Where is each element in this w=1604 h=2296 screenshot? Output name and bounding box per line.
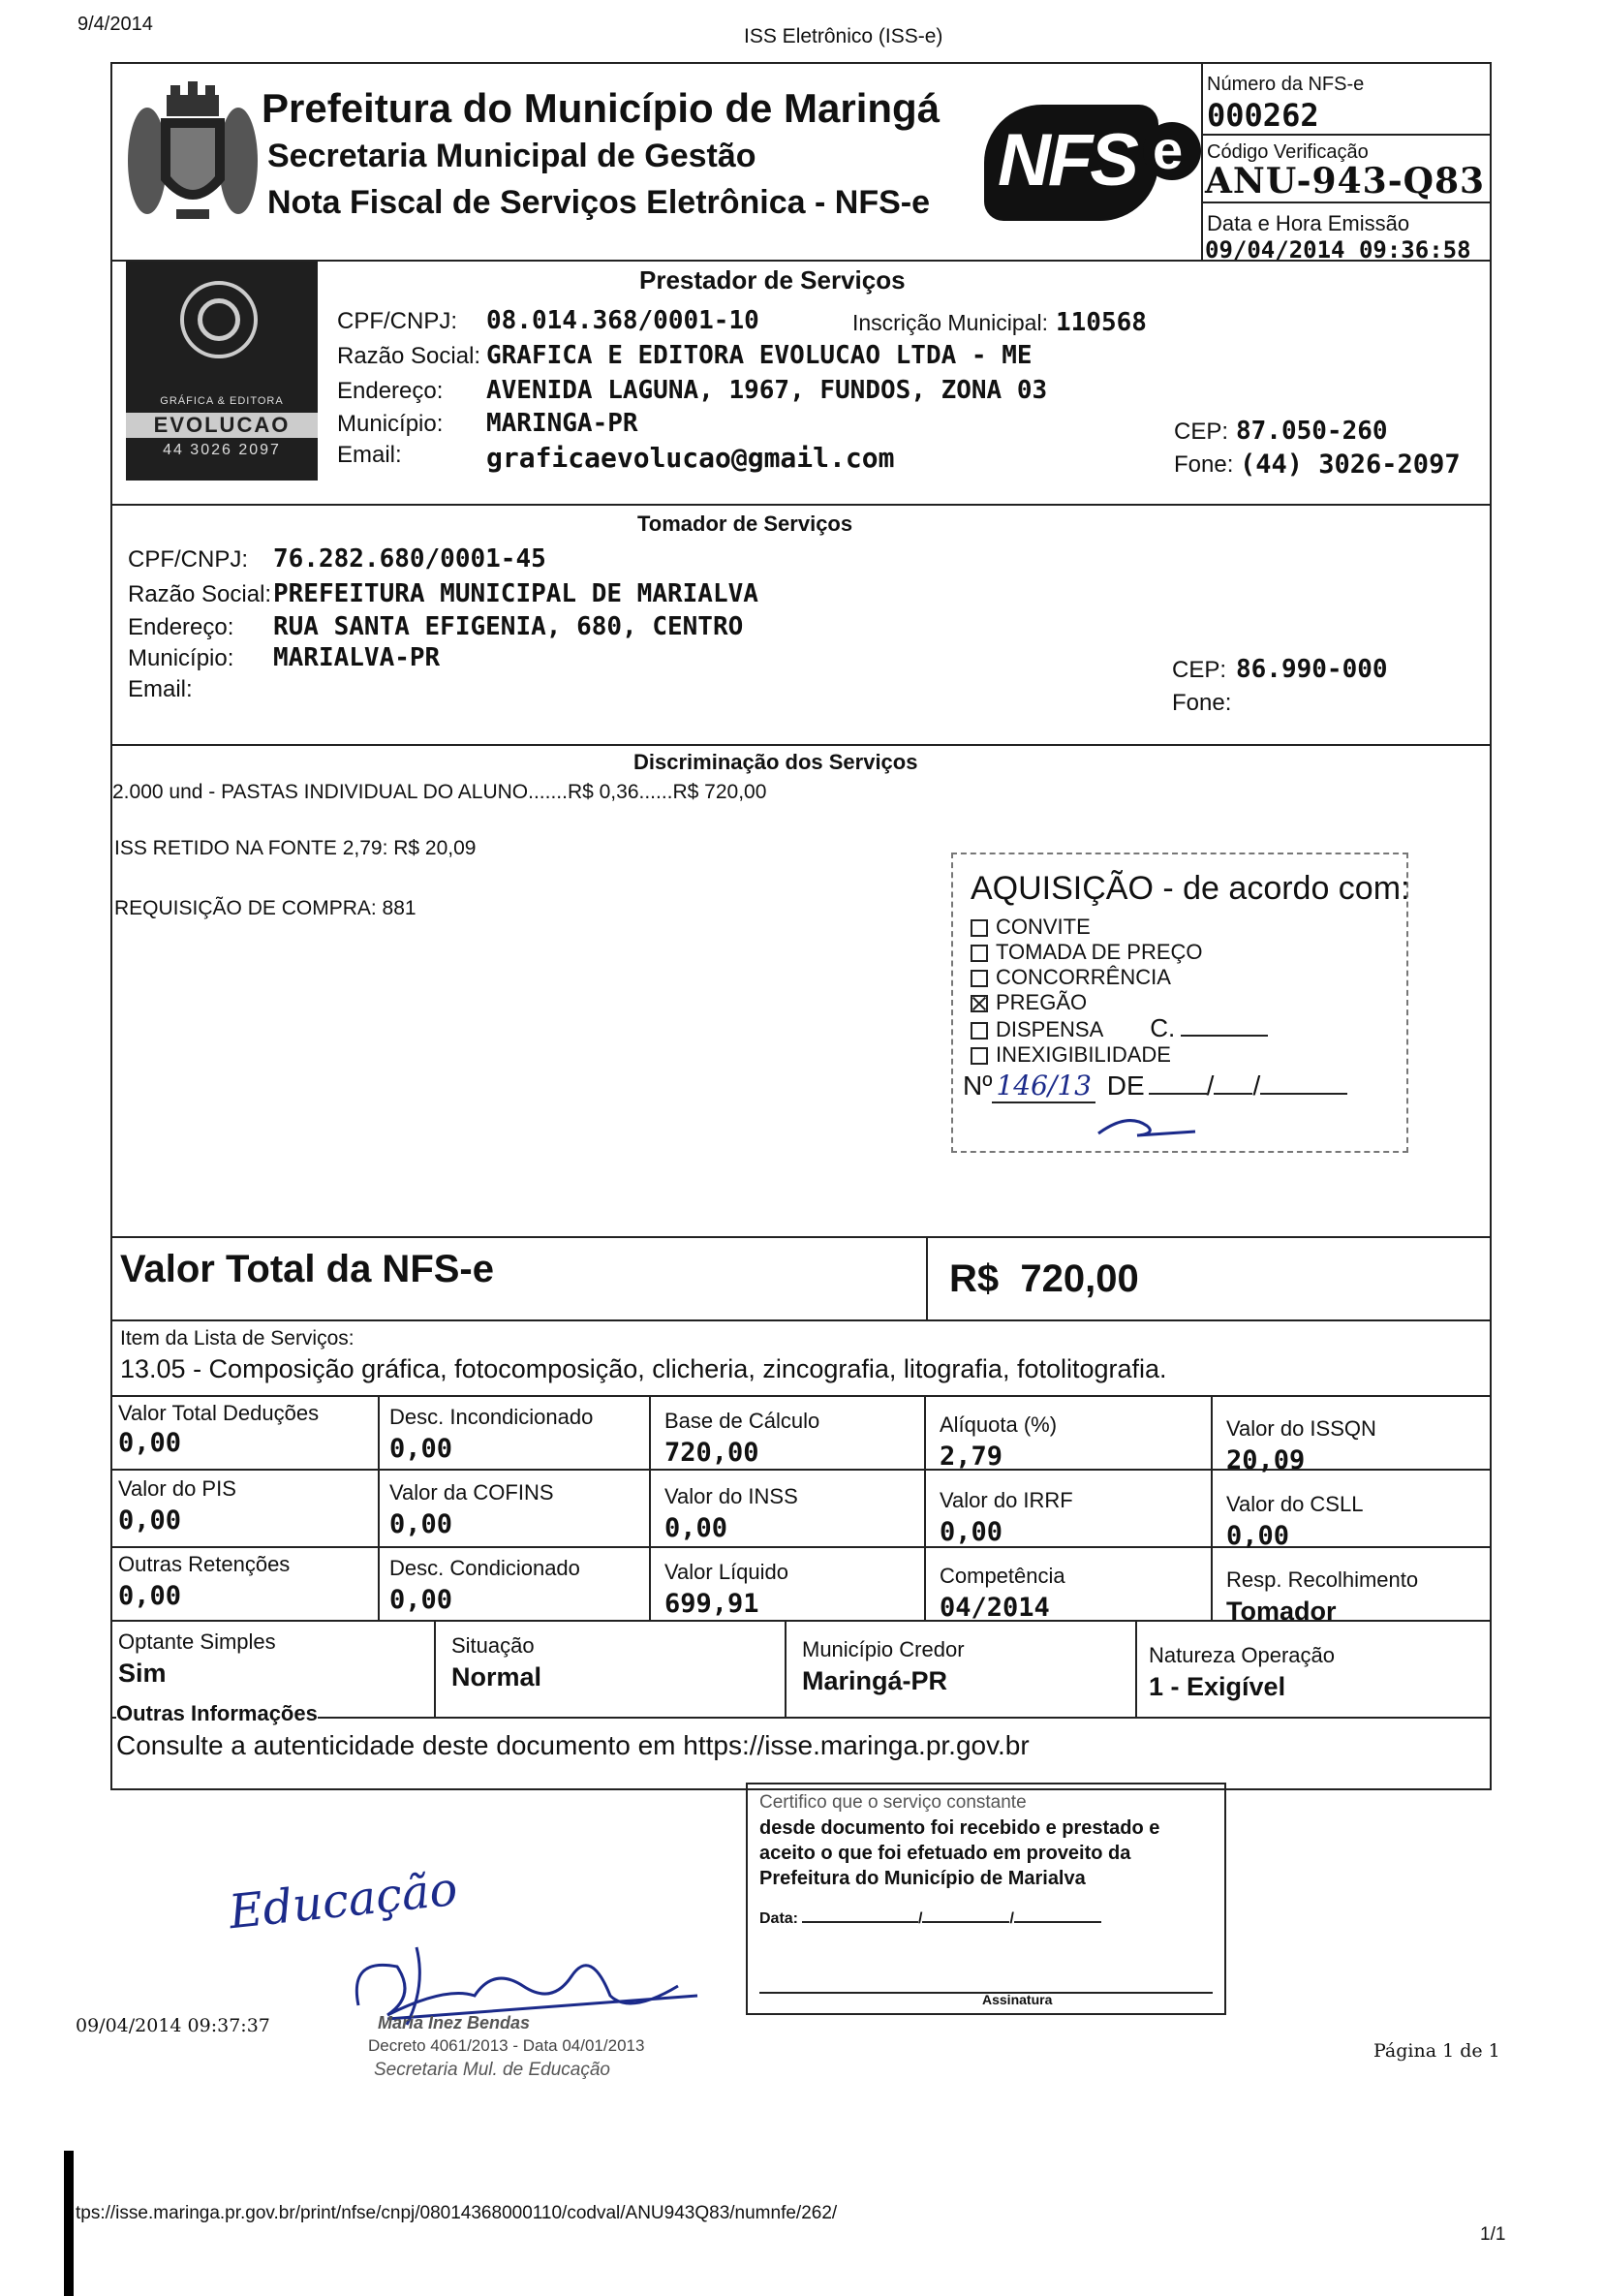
customer-phone-label: Fone: <box>1172 690 1232 716</box>
issqn-label: Valor do ISSQN <box>1226 1416 1376 1441</box>
provider-cep-value: 87.050-260 <box>1236 417 1388 446</box>
deductions-label: Valor Total Deduções <box>118 1401 320 1425</box>
calc-base-value: 720,00 <box>664 1438 759 1468</box>
calc-base-label: Base de Cálculo <box>664 1409 820 1433</box>
cofins-label: Valor da COFINS <box>389 1480 554 1505</box>
conditional-discount-value: 0,00 <box>389 1585 453 1615</box>
provider-phone-value: (44) 3026-2097 <box>1240 450 1461 480</box>
certification-stamp <box>746 1783 1226 2015</box>
competence-value: 04/2014 <box>940 1593 1050 1623</box>
stamp-item-dispensa: DISPENSA C. <box>971 1015 1268 1042</box>
inss-label: Valor do INSS <box>664 1484 798 1508</box>
service-item-value: 13.05 - Composição gráfica, fotocomposição, clicheria, zincografia, litografia, fotolitografia. <box>120 1354 1167 1383</box>
provider-phone-label: Fone: <box>1174 451 1234 478</box>
rate-label: Alíquota (%) <box>940 1412 1058 1437</box>
checked-box-icon <box>971 995 988 1012</box>
footer-timestamp: 09/04/2014 09:37:37 <box>76 2015 270 2036</box>
stamp-number-value: 146/13 <box>992 1070 1095 1103</box>
customer-cpf-label: CPF/CNPJ: <box>128 546 249 573</box>
collection-responsible-value: Tomador <box>1226 1597 1337 1626</box>
cert-line-1: Certifico que o serviço constante <box>759 1792 1027 1813</box>
services-line-3: REQUISIÇÃO DE COMPRA: 881 <box>114 897 416 919</box>
net-value-label: Valor Líquido <box>664 1560 789 1584</box>
irrf-value: 0,00 <box>940 1517 1003 1547</box>
inss-value: 0,00 <box>664 1513 728 1543</box>
stamp-item-concorrencia: CONCORRÊNCIA <box>971 965 1268 990</box>
pis-value: 0,00 <box>118 1505 182 1536</box>
customer-razao-label: Razão Social: <box>128 581 272 607</box>
nfse-number-value: 000262 <box>1207 97 1319 134</box>
provider-cpf-value: 08.014.368/0001-10 <box>486 306 759 335</box>
operation-nature-value: 1 - Exigível <box>1149 1672 1286 1701</box>
stamp-initials-signature <box>1089 1108 1205 1143</box>
footer-page-count: 1/1 <box>1480 2224 1506 2245</box>
provider-address-value: AVENIDA LAGUNA, 1967, FUNDOS, ZONA 03 <box>486 376 1048 405</box>
signature-stamp-name: Maria Inez Bendas <box>378 2013 531 2032</box>
nfse-logo <box>984 105 1203 221</box>
situation-label: Situação <box>451 1633 535 1658</box>
provider-logo <box>126 262 318 481</box>
provider-im-label: Inscrição Municipal: <box>852 310 1048 335</box>
rate-value: 2,79 <box>940 1442 1003 1472</box>
provider-section-title: Prestador de Serviços <box>639 265 906 295</box>
csll-label: Valor do CSLL <box>1226 1492 1364 1516</box>
secretariat-title: Secretaria Municipal de Gestão <box>267 138 756 174</box>
customer-email-label: Email: <box>128 676 193 702</box>
issue-datetime-label: Data e Hora Emissão <box>1207 211 1410 235</box>
footer-url[interactable]: tps://isse.maringa.pr.gov.br/print/nfse/cnpj/08014368000110/codval/ANU943Q83/numnfe/262/ <box>76 2203 838 2223</box>
service-item-label: Item da Lista de Serviços: <box>120 1327 355 1350</box>
issqn-value: 20,09 <box>1226 1445 1306 1475</box>
services-line-2: ISS RETIDO NA FONTE 2,79: R$ 20,09 <box>114 837 477 859</box>
customer-city-label: Município: <box>128 645 234 671</box>
provider-razao-value: GRAFICA E EDITORA EVOLUCAO LTDA - ME <box>486 341 1033 370</box>
cert-date-line: Data: / / <box>759 1910 1101 1928</box>
nfse-logo-e: e <box>1153 119 1184 180</box>
footer-page: Página 1 de 1 <box>1373 2040 1500 2062</box>
provider-email-label: Email: <box>337 442 402 468</box>
conditional-discount-label: Desc. Condicionado <box>389 1556 580 1580</box>
verification-code-value: ANU-943-Q83 <box>1205 161 1486 202</box>
customer-razao-value: PREFEITURA MUNICIPAL DE MARIALVA <box>273 579 758 608</box>
other-info-text: Consulte a autenticidade deste documento em https://isse.maringa.pr.gov.br <box>116 1730 1030 1760</box>
csll-value: 0,00 <box>1226 1521 1290 1551</box>
operation-nature-label: Natureza Operação <box>1149 1643 1335 1667</box>
scan-edge <box>64 2151 74 2296</box>
customer-cep-value: 86.990-000 <box>1236 655 1388 684</box>
total-value: R$ 720,00 <box>949 1257 1139 1300</box>
print-date: 9/4/2014 <box>77 14 153 35</box>
municipal-coat-of-arms <box>120 74 265 231</box>
stamp-item-tomada-preco: TOMADA DE PREÇO <box>971 940 1268 965</box>
stamp-number-line: Nº 146/13 DE / / <box>963 1070 1347 1101</box>
customer-cep-label: CEP: <box>1172 657 1227 683</box>
customer-section-title: Tomador de Serviços <box>637 512 853 536</box>
procurement-stamp <box>951 853 1408 1153</box>
provider-logo-sub: GRÁFICA & EDITORA <box>160 395 284 407</box>
handwritten-note: Educação <box>226 1861 460 1940</box>
cert-line-3: aceito o que foi efetuado em proveito da <box>759 1843 1131 1864</box>
provider-address-label: Endereço: <box>337 378 444 404</box>
simples-value: Sim <box>118 1659 167 1688</box>
competence-label: Competência <box>940 1564 1065 1588</box>
document-title: Nota Fiscal de Serviços Eletrônica - NFS-e <box>267 184 931 221</box>
other-withholdings-value: 0,00 <box>118 1581 182 1611</box>
provider-im-value: 110568 <box>1056 308 1147 337</box>
creditor-city-label: Município Credor <box>802 1637 965 1661</box>
customer-cpf-value: 76.282.680/0001-45 <box>273 544 546 574</box>
net-value-value: 699,91 <box>664 1589 759 1619</box>
provider-email-value: graficaevolucao@gmail.com <box>486 442 895 474</box>
signature-stamp-decree: Decreto 4061/2013 - Data 04/01/2013 <box>368 2036 645 2055</box>
services-section-title: Discriminação dos Serviços <box>633 750 918 774</box>
other-withholdings-label: Outras Retenções <box>118 1552 291 1576</box>
pis-label: Valor do PIS <box>118 1476 236 1501</box>
municipality-title: Prefeitura do Município de Maringá <box>262 85 941 131</box>
total-label: Valor Total da NFS-e <box>120 1248 494 1290</box>
signature-stamp-dept: Secretaria Mul. de Educação <box>374 2060 610 2080</box>
unconditional-discount-label: Desc. Incondicionado <box>389 1405 594 1429</box>
verification-code-label: Código Verificação <box>1207 141 1369 163</box>
print-title: ISS Eletrônico (ISS-e) <box>744 25 943 47</box>
procurement-stamp-title: AQUISIÇÃO - de acordo com: <box>971 870 1410 907</box>
simples-label: Optante Simples <box>118 1629 276 1654</box>
cofins-value: 0,00 <box>389 1509 453 1539</box>
nfse-logo-text: NFS <box>998 119 1136 202</box>
issue-datetime-value: 09/04/2014 09:36:58 <box>1205 236 1471 264</box>
provider-razao-label: Razão Social: <box>337 343 481 369</box>
provider-logo-phone: 44 3026 2097 <box>163 442 281 458</box>
provider-cpf-label: CPF/CNPJ: <box>337 308 458 334</box>
nfse-number-label: Número da NFS-e <box>1207 74 1365 95</box>
stamp-item-pregao: PREGÃO <box>971 990 1268 1015</box>
customer-address-label: Endereço: <box>128 614 234 640</box>
collection-responsible-label: Resp. Recolhimento <box>1226 1567 1419 1592</box>
situation-value: Normal <box>451 1662 542 1691</box>
other-info-label: Outras Informações <box>116 1701 318 1725</box>
stamp-item-inexigibilidade: INEXIGIBILIDADE <box>971 1042 1268 1068</box>
cert-line-2: desde documento foi recebido e prestado e <box>759 1817 1160 1839</box>
provider-cep-label: CEP: <box>1174 419 1229 445</box>
provider-logo-name: EVOLUCAO <box>126 413 318 438</box>
services-line-1: 2.000 und - PASTAS INDIVIDUAL DO ALUNO.......R$ 0,36......R$ 720,00 <box>112 781 767 803</box>
irrf-label: Valor do IRRF <box>940 1488 1073 1512</box>
stamp-item-convite: CONVITE <box>971 915 1268 940</box>
cert-line-4: Prefeitura do Município de Marialva <box>759 1868 1086 1889</box>
deductions-value: 0,00 <box>118 1428 182 1458</box>
customer-address-value: RUA SANTA EFIGENIA, 680, CENTRO <box>273 612 744 641</box>
unconditional-discount-value: 0,00 <box>389 1434 453 1464</box>
creditor-city-value: Maringá-PR <box>802 1666 948 1695</box>
cert-signature-label: Assinatura <box>982 1992 1053 2007</box>
provider-city-value: MARINGA-PR <box>486 409 638 438</box>
provider-city-label: Município: <box>337 411 444 437</box>
customer-city-value: MARIALVA-PR <box>273 643 441 672</box>
